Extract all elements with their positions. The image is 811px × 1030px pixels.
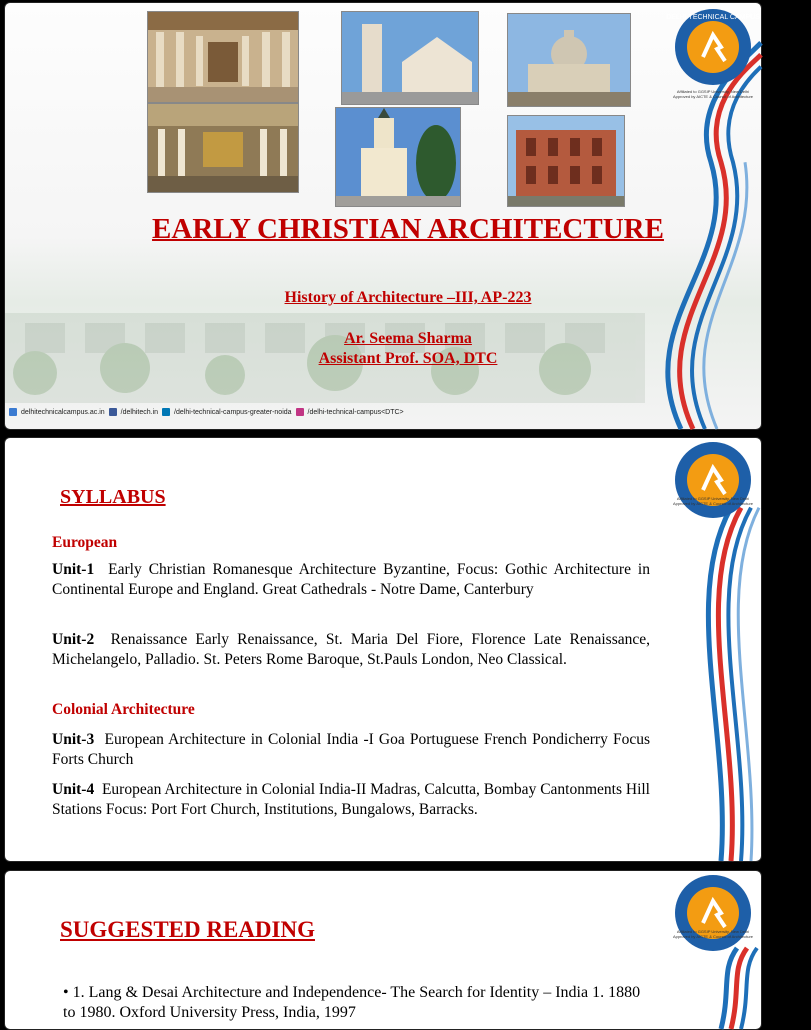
logo-arc-text: DELHI TECHNICAL CAMPUS <box>666 14 760 21</box>
syllabus-heading: SYLLABUS <box>60 486 166 508</box>
unit-3-block <box>52 730 650 770</box>
assisi-church-photo <box>341 11 479 105</box>
unit-1-text: Early Christian Romanesque Architecture Byzantine, Focus: Gothic Architecture in Continental Europe and England. Great Cathedrals - Notre Dame, Canterbury <box>52 561 650 598</box>
unit-2-block <box>52 630 650 670</box>
website-link[interactable]: delhitechnicalcampus.ac.in <box>21 408 105 416</box>
unit-3-label: Unit-3 <box>52 731 95 748</box>
dtc-logo-icon <box>673 873 753 953</box>
facebook-icon <box>109 408 117 416</box>
author-position: Assistant Prof. SOA, DTC <box>318 350 498 367</box>
suggested-reading-slide <box>4 870 762 1030</box>
course-name: History of Architecture –III, AP-223 <box>284 289 532 306</box>
european-label: European <box>52 534 118 551</box>
colonial-label: Colonial Architecture <box>52 701 195 718</box>
linkedin-link[interactable]: /delhi-technical-campus-greater-noida <box>174 408 292 416</box>
instagram-link[interactable]: /delhi-technical-campus<DTC> <box>307 408 404 416</box>
unit-4-label: Unit-4 <box>52 781 95 798</box>
unit-4-block <box>52 780 650 820</box>
suggested-reading-heading: SUGGESTED READING <box>60 917 315 942</box>
reading-item-1: • 1. Lang & Desai Architecture and Independence- The Search for Identity – India 1. 1880 to 1980. Oxford University Press, India, 1997 <box>63 984 641 1021</box>
basilica-mosaic-interior-photo <box>147 103 299 193</box>
unit-2-text: Renaissance Early Renaissance, St. Maria Del Fiore, Florence Late Renaissance, Michelangelo, Palladio. St. Peters Rome Baroque, St.Pauls London, Neo Classical. <box>52 631 651 668</box>
syllabus-slide <box>4 437 762 862</box>
unit-1-block <box>52 560 650 600</box>
unit-4-text: European Architecture in Colonial India-II Madras, Calcutta, Bombay Cantonments Hill Stations Focus: Port Fort Church, Institutions, Bungalows, Barracks. <box>52 781 650 818</box>
section-colonial <box>52 700 650 720</box>
logo-caption: Affiliated to GGSIP University, New Delhi Approved by AICTE & Council of Architecture <box>672 89 754 99</box>
dtc-logo-icon <box>673 440 753 520</box>
section-european <box>52 533 650 553</box>
dtc-logo-icon <box>666 7 760 87</box>
baroque-church-photo <box>335 107 461 207</box>
globe-icon <box>9 408 17 416</box>
instagram-icon <box>296 408 304 416</box>
facebook-link[interactable]: /delhitech.in <box>120 408 159 416</box>
logo-caption: Affiliated to GGSIP University, New Delhi Approved by AICTE & Council of Architecture <box>672 496 754 506</box>
logo-caption: Affiliated to GGSIP University, New Delhi Approved by AICTE & Council of Architecture <box>672 929 754 939</box>
presentation-title: EARLY CHRISTIAN ARCHITECTURE <box>152 213 664 245</box>
basilica-of-constantine-photo <box>507 115 625 207</box>
author-name: Ar. Seema Sharma <box>344 330 472 347</box>
basilica-interior-photo <box>147 11 299 103</box>
title-slide <box>4 2 762 430</box>
linkedin-icon <box>162 408 170 416</box>
st-peters-basilica-photo <box>507 13 631 107</box>
unit-3-text: European Architecture in Colonial India -I Goa Portuguese French Pondicherry Focus Forts Church <box>52 731 651 768</box>
unit-1-label: Unit-1 <box>52 561 95 578</box>
unit-2-label: Unit-2 <box>52 631 95 648</box>
social-footer <box>5 405 629 419</box>
